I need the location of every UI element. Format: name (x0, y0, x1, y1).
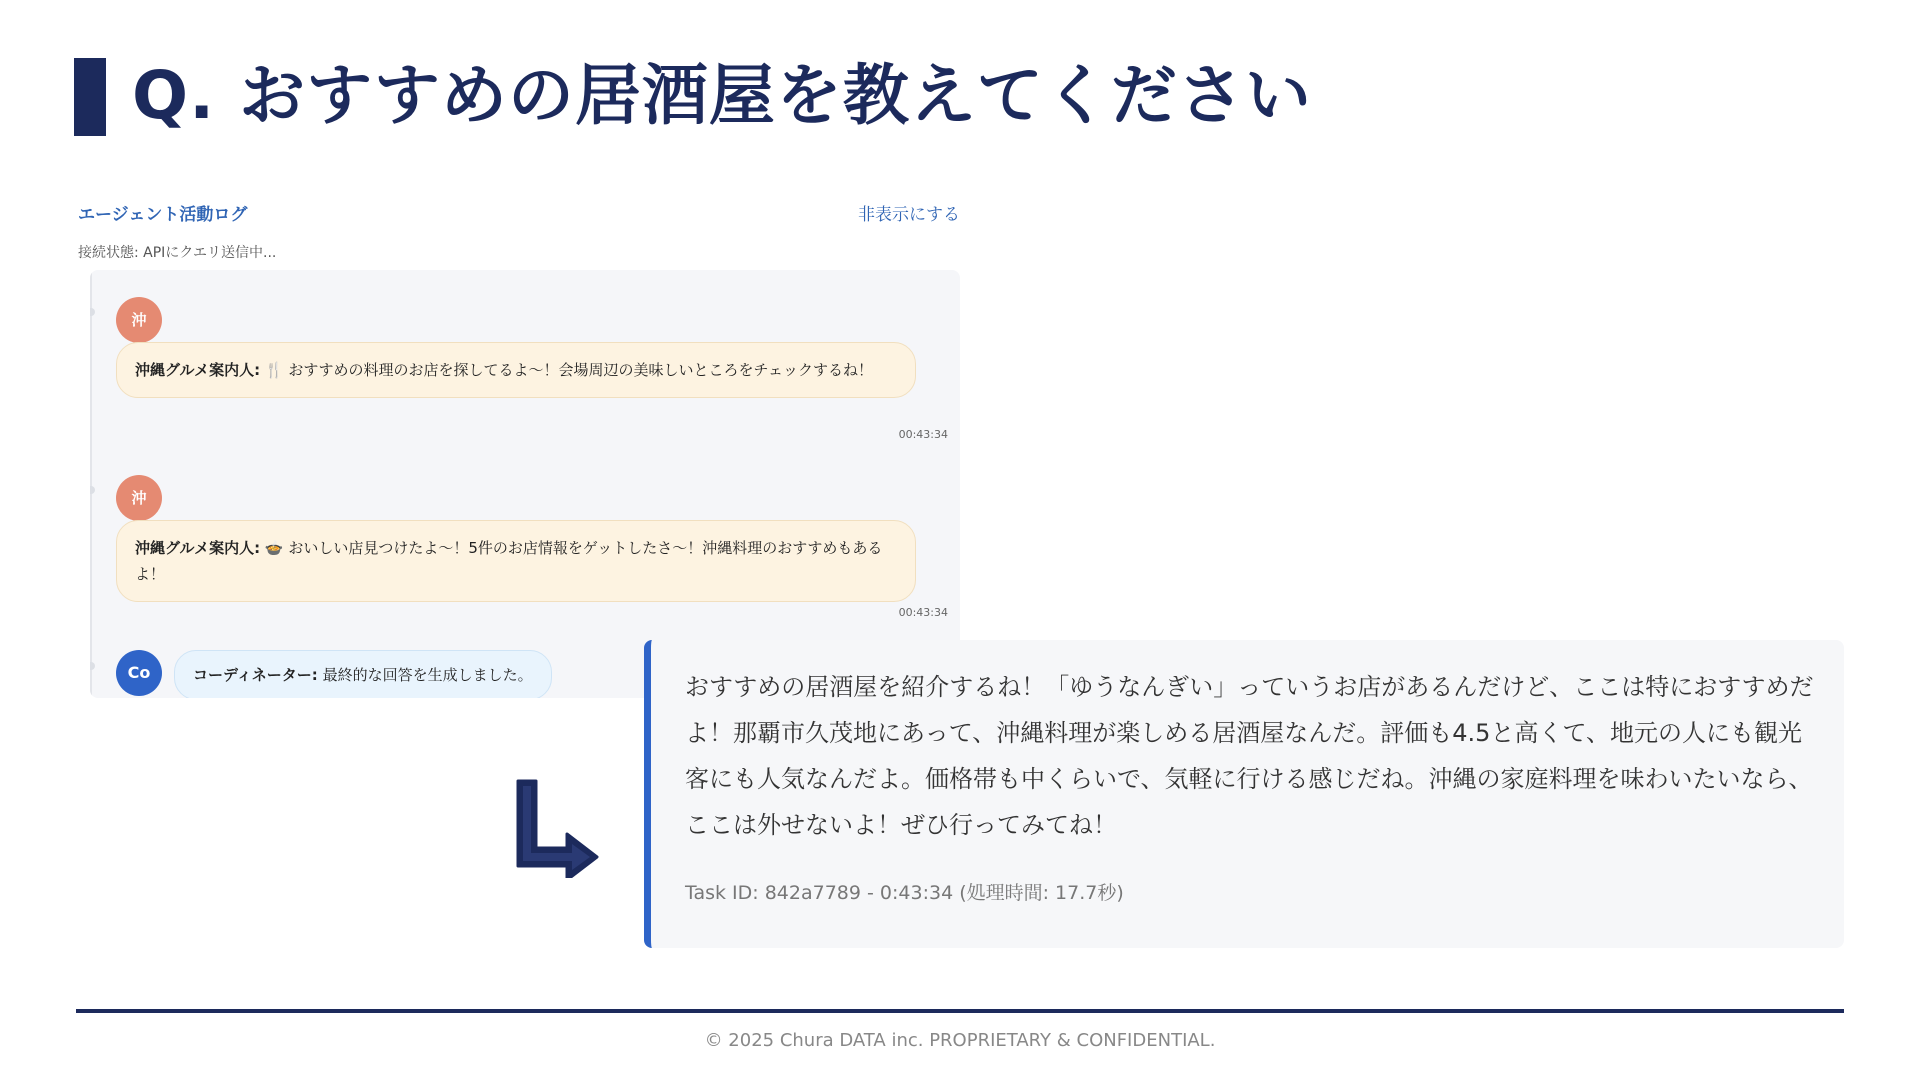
message-text: 🍲 おいしい店見つけたよ〜！5件のお店情報をゲットしたさ〜！沖縄料理のおすすめもあるよ！ (135, 539, 883, 583)
answer-card (644, 640, 1844, 948)
timeline-dot (90, 486, 95, 494)
message-text: 最終的な回答を生成しました。 (322, 666, 533, 684)
agent-log-title: エージェント活動ログ (78, 205, 248, 225)
timeline-line (90, 270, 92, 698)
footer-divider (76, 1009, 1844, 1013)
agent-log-panel[interactable] (90, 270, 960, 698)
message-text: 🍴 おすすめの料理のお店を探してるよ〜！会場周辺の美味しいところをチェックするね！ (264, 361, 874, 379)
hide-log-button[interactable]: 非表示にする (858, 205, 960, 225)
avatar: Co (116, 650, 162, 696)
message-sender: 沖縄グルメ案内人: (135, 539, 261, 557)
agent-log-header (78, 200, 960, 226)
connection-status: 接続状態: APIにクエリ送信中... (78, 245, 277, 261)
message-timestamp: 00:43:34 (898, 606, 948, 619)
message-sender: コーディネーター: (193, 666, 318, 684)
answer-text: おすすめの居酒屋を紹介するね！「ゆうなんぎい」っていうお店があるんだけど、ここは特におすすめだよ！那覇市久茂地にあって、沖縄料理が楽しめる居酒屋なんだ。評価も4.5と高くて、地元の人にも観光客にも人気なんだよ。価格帯も中くらいで、気軽に行ける感じだね。沖縄の家庭料理を味わいたいなら、ここは外せないよ！ぜひ行ってみてね！ (685, 673, 1814, 839)
message-timestamp: 00:43:34 (898, 428, 948, 441)
page-title: Q. おすすめの居酒屋を教えてください (132, 57, 1312, 134)
message-bubble (116, 520, 916, 602)
avatar: 沖 (116, 297, 162, 343)
arrow-down-right-icon (515, 778, 600, 878)
title-accent-bar (74, 58, 106, 136)
timeline-dot (90, 662, 95, 670)
message-bubble (116, 342, 916, 398)
message-sender: 沖縄グルメ案内人: (135, 361, 261, 379)
task-meta: Task ID: 842a7789 - 0:43:34 (処理時間: 17.7秒) (685, 882, 1124, 904)
timeline-dot (90, 308, 95, 316)
footer-copyright: © 2025 Chura DATA inc. PROPRIETARY & CONFIDENTIAL. (704, 1030, 1216, 1051)
message-bubble (174, 650, 552, 698)
avatar: 沖 (116, 475, 162, 521)
